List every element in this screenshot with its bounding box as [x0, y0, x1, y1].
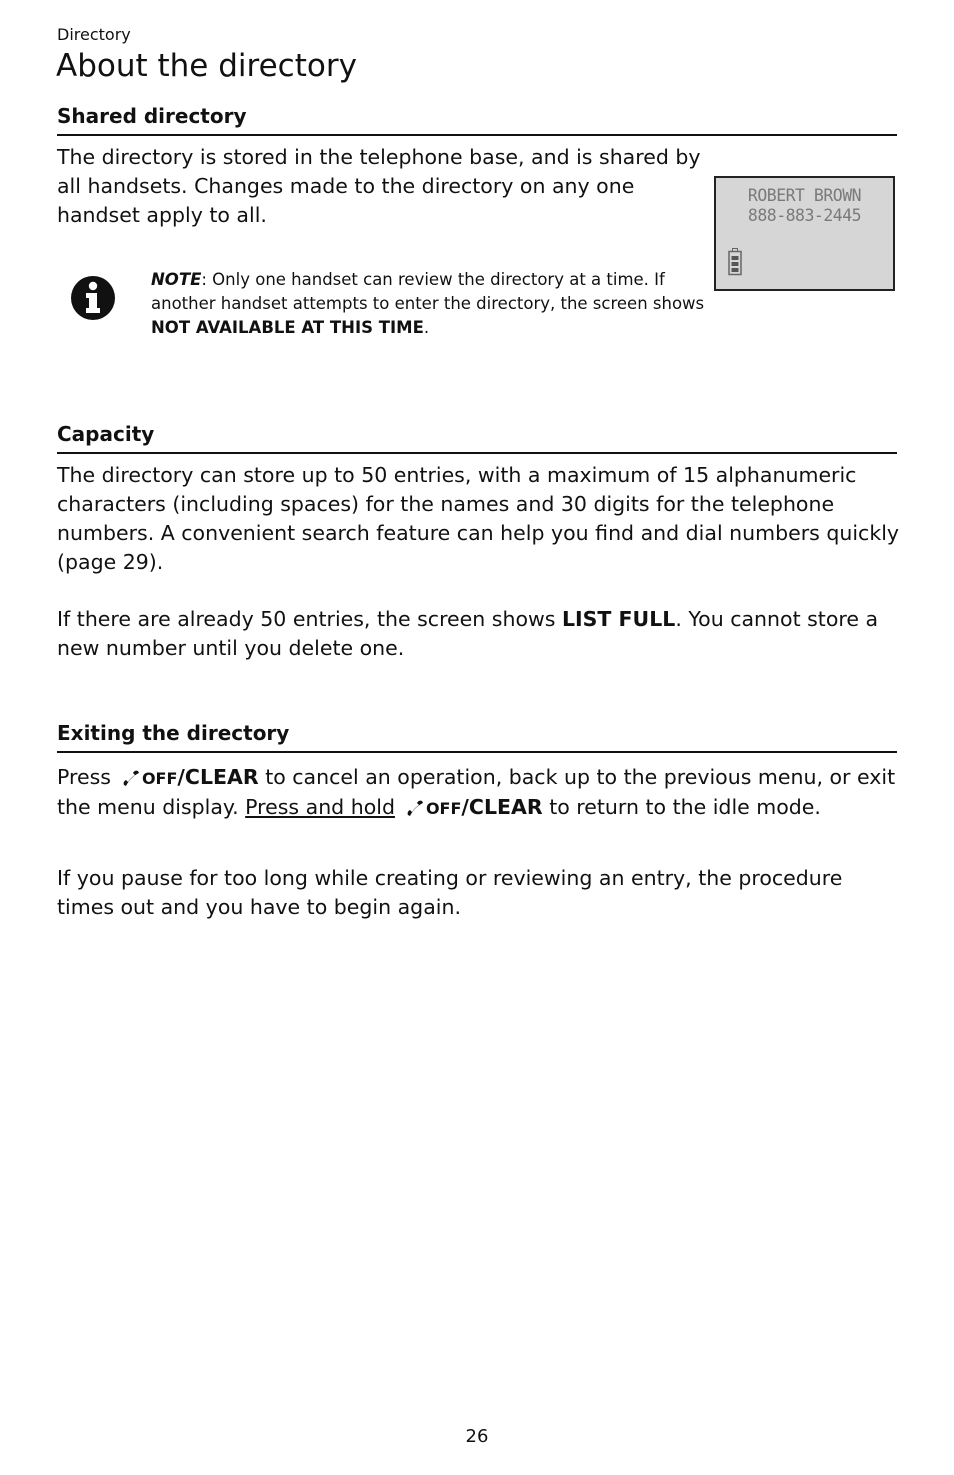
display-name-line: ROBERT BROWN	[747, 186, 862, 205]
note-label: NOTE	[151, 270, 202, 289]
off-key-label: OFF	[141, 769, 178, 788]
breadcrumb: Directory	[57, 25, 131, 44]
page-number: 26	[465, 1426, 489, 1447]
off-key-label: OFF	[425, 799, 462, 818]
list-full-message: LIST FULL	[561, 607, 676, 631]
battery-icon	[728, 248, 742, 276]
screen-message: NOT AVAILABLE AT THIS TIME	[151, 318, 424, 337]
press-and-hold-text: Press and hold	[245, 795, 395, 819]
page-title: About the directory	[56, 48, 357, 84]
exiting-text: Press OFF/CLEAR to cancel an operation, back up to the previous menu, or exit the menu display. Press and hold OFF/CLEAR to return to the idle mode.	[57, 765, 896, 819]
phone-handset-icon	[405, 798, 425, 818]
list-full-text: If there are already 50 entries, the screen shows LIST FULL. You cannot store a new number until you delete one.	[57, 607, 879, 660]
phone-handset-icon	[121, 768, 141, 788]
display-number-line: 888-883-2445	[747, 206, 862, 225]
capacity-heading: Capacity	[57, 422, 897, 454]
shared-directory-heading: Shared directory	[57, 104, 897, 136]
capacity-text: The directory can store up to 50 entries, with a maximum of 15 alphanumeric characters (including spaces) for the names and 30 digits for the telephone numbers. A convenient search feature can help you find and dial numbers quickly (page 29).	[57, 463, 900, 574]
info-icon	[69, 274, 117, 322]
note-text: NOTE: Only one handset can review the directory at a time. If another handset attempts to enter the directory, the screen shows NOT AVAILABLE AT THIS TIME.	[151, 270, 705, 337]
clear-key-label: /CLEAR	[461, 795, 543, 819]
exiting-heading: Exiting the directory	[57, 721, 897, 753]
handset-display	[714, 176, 895, 291]
shared-directory-text: The directory is stored in the telephone base, and is shared by all handsets. Changes made to the directory on any one handset apply to all.	[57, 145, 701, 227]
timeout-text: If you pause for too long while creating or reviewing an entry, the procedure times out and you have to begin again.	[57, 866, 843, 919]
clear-key-label: /CLEAR	[177, 765, 259, 789]
